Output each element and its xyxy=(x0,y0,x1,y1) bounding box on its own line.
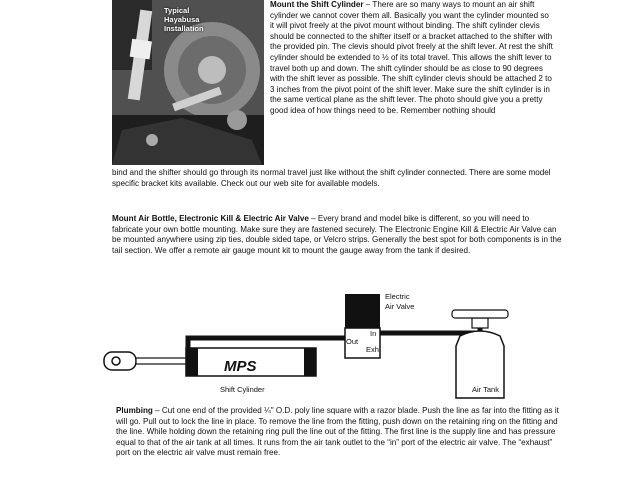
shift-cylinder-text: – There are so many ways to mount an air shift cylinder we cannot cover them all. Basically you want the cylinder mounted so it will pivot freely at the pivot mount without binding. The shift cylinder clevis should be connected to the shifter itself or a bracket attached to the shifter with the provided pin. The clevis should pivot freely at the shift lever. At rest the shift cylinder should be extended to ½ of its total travel. This allows the shift lever to travel both up and down. The shift cylinder should be as close to 90 degrees with the shift lever as possible. The shift cylinder clevis should be attached 2 to 3 inches from the pivot point of the shift lever. Make sure the shift cylinder is in the same vertical plane as the shift lever. The photo should give you a pretty good idea of how things need to be. Remember nothing should xyxy=(270,0,553,115)
air-tank-label: Air Tank xyxy=(472,385,499,394)
shift-cylinder xyxy=(104,348,316,394)
shift-cylinder-heading: Mount the Shift Cylinder xyxy=(270,0,364,9)
valve-label-line2: Air Valve xyxy=(385,302,415,311)
port-in-label: In xyxy=(370,329,377,338)
plumbing-paragraph xyxy=(116,406,562,459)
plumbing-text: – Cut one end of the provided ¼" O.D. poly line square with a razor blade. Push the line as far into the fitting as it will go. Pull out to lock the line in place. To remove the line from the fitting, push down on the retaining ring on the fitting and the line. While holding down the retaining ring pull the line out of the fitting. The first line is the supply line and has pressure equal to that of the air tank at all times. It runs from the air tank outlet to the “in” port of the electric air valve. The “exhaust” port on the electric air valve must remain free. xyxy=(116,406,559,458)
supply-line xyxy=(380,326,480,333)
shift-cylinder-paragraph-continued: bind and the shifter should go through its normal travel just like without the shift cylinder connected. There are some model specific bracket kits available. Check out our web site for available models. xyxy=(112,168,551,188)
valve-solenoid xyxy=(345,294,380,328)
cylinder-end-cap-right xyxy=(304,348,316,376)
photo-caption-line3: Installation xyxy=(164,24,204,33)
tank-valve xyxy=(472,318,488,328)
tank-handle xyxy=(452,310,508,318)
plumbing-diagram xyxy=(100,288,560,404)
clevis-hole xyxy=(112,357,120,365)
photo-caption-line1: Typical xyxy=(164,6,190,15)
photo-caption xyxy=(164,6,204,33)
installation-photo xyxy=(112,0,264,165)
shift-cylinder-label: Shift Cylinder xyxy=(220,385,265,394)
air-bottle-heading: Mount Air Bottle, Electronic Kill & Electric Air Valve xyxy=(112,214,309,223)
cylinder-end-cap-left xyxy=(186,348,198,376)
electric-air-valve xyxy=(345,292,414,358)
valve-label-line1: Electric xyxy=(385,292,410,301)
port-out-label: Out xyxy=(346,337,359,346)
photo-caption-line2: Hayabusa xyxy=(164,15,200,24)
plumbing-heading: Plumbing xyxy=(116,406,153,415)
cylinder-brand-text: MPS xyxy=(224,358,257,375)
cylinder-rod xyxy=(136,358,188,364)
port-exh-label: Exh xyxy=(366,345,379,354)
air-bottle-text: – Every brand and model bike is different, so you will need to fabricate your own bottle mounting. Make sure they are fastened securely. The Electronic Engine Kill & Electric Air Valve can be mounted anywhere using zip ties, double sided tape, or Velcro strips. Generally the best spot for both components is in the tail section. We offer a remote air gauge mount kit to mount the gauge away from the tank if desired. xyxy=(112,214,562,255)
air-bottle-paragraph xyxy=(112,214,562,256)
air-tank xyxy=(452,310,508,398)
shift-cylinder-paragraph xyxy=(270,0,555,117)
